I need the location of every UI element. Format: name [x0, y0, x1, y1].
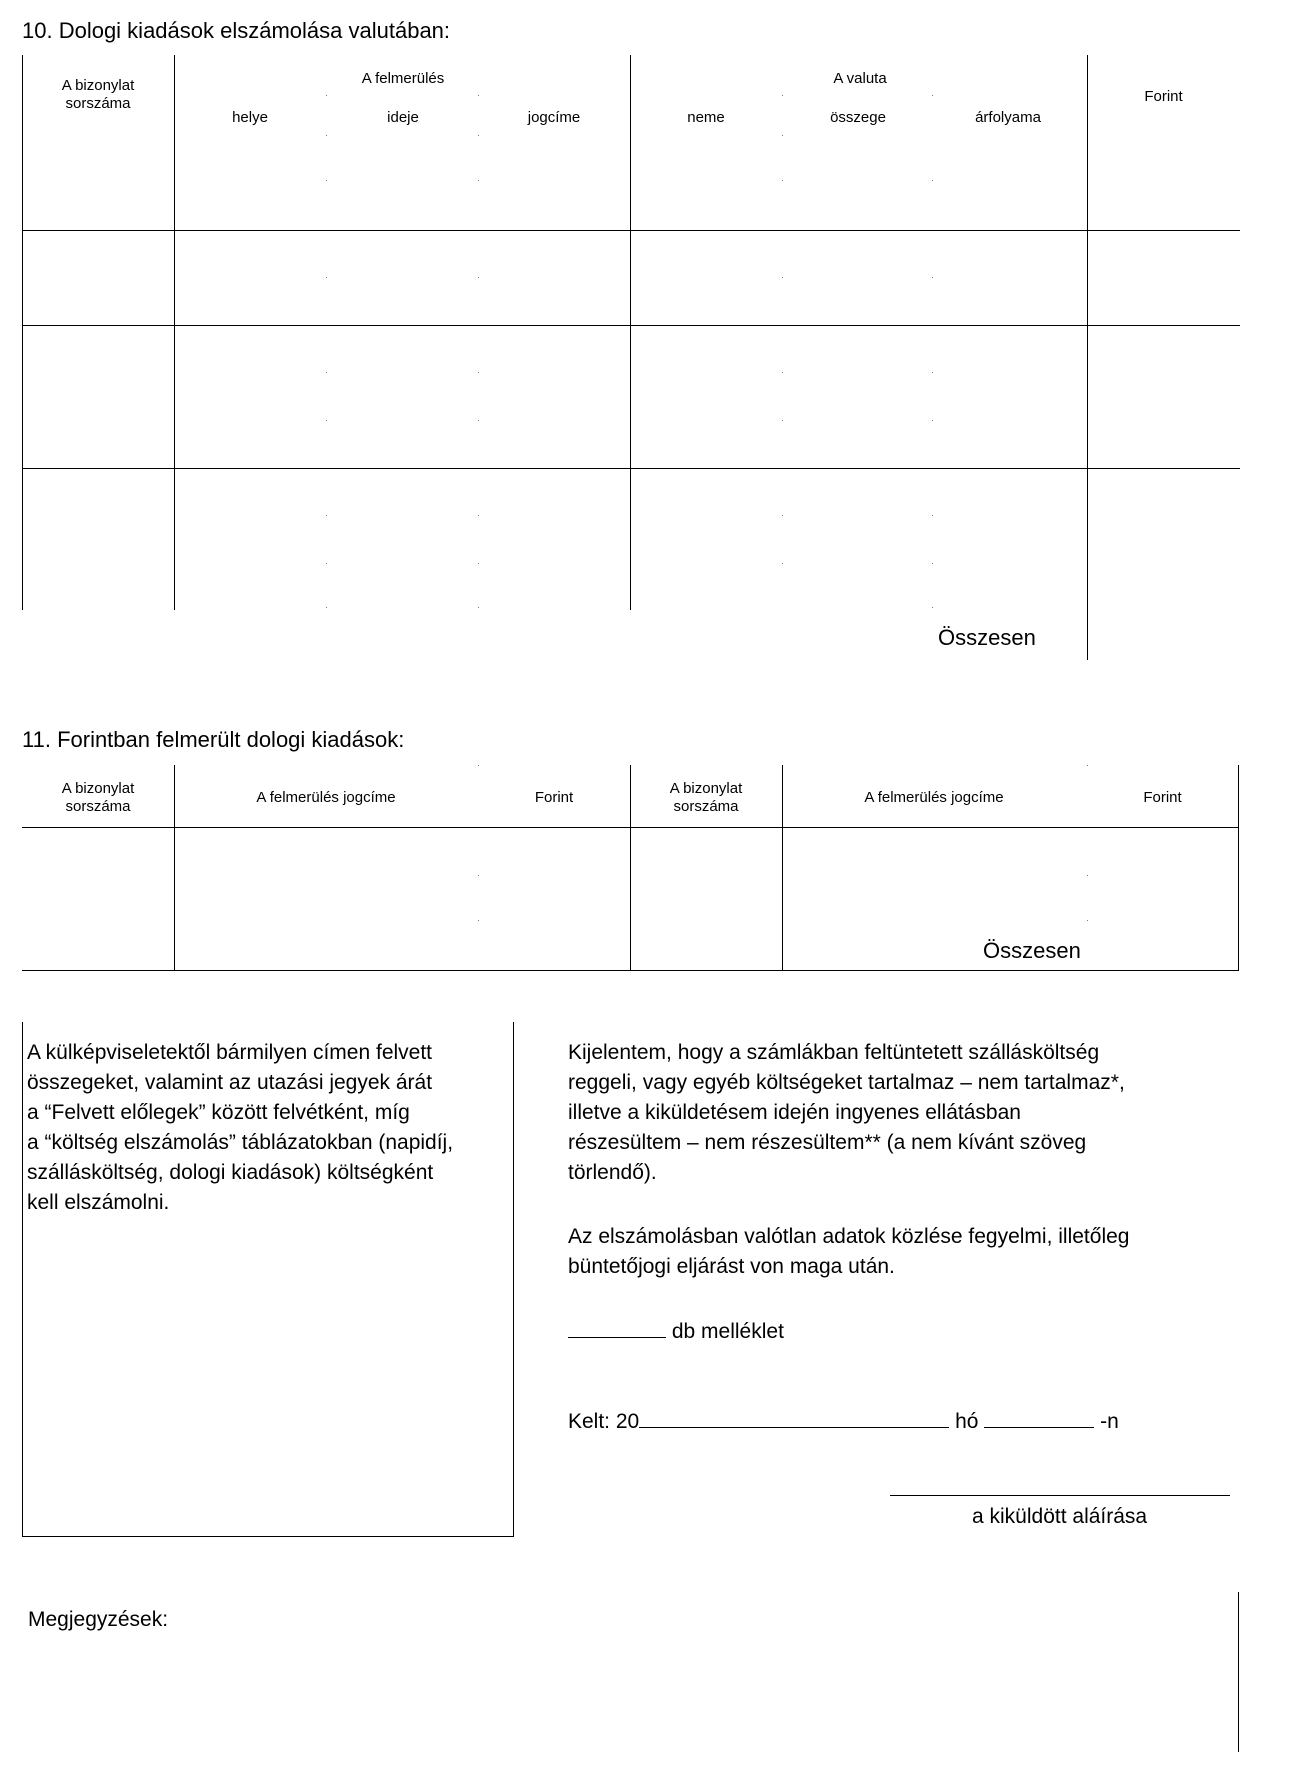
separator-dot [932, 372, 933, 373]
attachments-line [568, 1315, 784, 1347]
section-11-total-label: Összesen [983, 938, 1081, 963]
table-row-divider [22, 230, 1240, 231]
table-border [1087, 55, 1088, 660]
date-day-field[interactable] [984, 1405, 1094, 1428]
header-title: jogcíme [527, 109, 581, 126]
table-row-divider [22, 325, 1240, 326]
separator-dot [1087, 765, 1088, 766]
table-border [1238, 765, 1239, 970]
separator-dot [478, 180, 479, 181]
header-doc-number: A bizonylat sorszáma [61, 77, 135, 112]
separator-dot [782, 277, 783, 278]
attachments-count-field[interactable] [568, 1315, 666, 1338]
separator-dot [932, 607, 933, 608]
table-row-divider [22, 970, 1239, 971]
separator-dot [1087, 920, 1088, 921]
declaration-paragraph-2: Az elszámolásban valótlan adatok közlése fegyelmi, illetőleg büntetőjogi eljárást von maga után. [568, 1225, 1130, 1278]
notice-box [22, 1022, 514, 1537]
header-amount: összege [830, 109, 886, 126]
table-border [174, 55, 175, 610]
header-forint: Forint [1144, 88, 1183, 105]
header-place: helye [232, 109, 268, 126]
separator-dot [478, 607, 479, 608]
separator-dot [478, 920, 479, 921]
separator-dot [782, 135, 783, 136]
n-suffix: -n [1100, 1410, 1119, 1433]
header-occurrence: A felmerülés [361, 70, 445, 87]
separator-dot [932, 180, 933, 181]
separator-dot [932, 277, 933, 278]
header-time: ideje [387, 109, 419, 126]
separator-dot [326, 180, 327, 181]
header-title-left: A felmerülés jogcíme [256, 789, 396, 806]
header-forint-left: Forint [534, 789, 574, 806]
section-11-title: 11. Forintban felmerült dologi kiadások: [22, 727, 405, 752]
header-doc-number-left: A bizonylat sorszáma [61, 780, 135, 815]
header-forint-right: Forint [1143, 789, 1182, 806]
section-10-total-label: Összesen [938, 625, 1036, 650]
separator-dot [782, 180, 783, 181]
separator-dot [326, 515, 327, 516]
separator-dot [326, 135, 327, 136]
separator-dot [932, 515, 933, 516]
separator-dot [782, 515, 783, 516]
separator-dot [478, 563, 479, 564]
separator-dot [478, 372, 479, 373]
separator-dot [478, 135, 479, 136]
separator-dot [326, 277, 327, 278]
date-year-month-field[interactable] [639, 1405, 949, 1428]
separator-dot [478, 515, 479, 516]
declaration-paragraph-1: Kijelentem, hogy a számlákban feltüntetett szállásköltség reggeli, vagy egyéb költségeket tartalmaz – nem tartalmaz*, illetve a kiküldetésem idején ingyenes ellátásban részesültem – nem részesültem** (a nem kívánt szöveg törlendő). [568, 1041, 1125, 1184]
date-line [568, 1405, 1119, 1437]
header-currency-name: neme [687, 109, 725, 126]
separator-dot [478, 765, 479, 766]
separator-dot [478, 875, 479, 876]
table-border [22, 55, 23, 610]
remarks-border [1238, 1592, 1239, 1752]
table-border [630, 55, 631, 610]
separator-dot [478, 95, 479, 96]
header-currency: A valuta [833, 70, 887, 87]
separator-dot [326, 372, 327, 373]
header-rate: árfolyama [975, 109, 1041, 126]
signature-label: a kiküldött aláírása [972, 1505, 1148, 1528]
separator-dot [326, 563, 327, 564]
separator-dot [932, 95, 933, 96]
notice-text: A külképviseletektől bármilyen címen felvett összegeket, valamint az utazási jegyek árát a “Felvett előlegek” között felvétként, míg a “költség elszámolás” táblázatokban (napidíj, szállásköltség, dologi kiadások) költségként kell elszámolni. [27, 1041, 454, 1214]
table-row-divider [22, 468, 1240, 469]
separator-dot [782, 563, 783, 564]
separator-dot [478, 420, 479, 421]
separator-dot [326, 95, 327, 96]
separator-dot [782, 420, 783, 421]
signature-line[interactable] [890, 1495, 1230, 1496]
remarks-label: Megjegyzések: [28, 1608, 169, 1631]
ho-label: hó [955, 1410, 979, 1433]
kelt-prefix: Kelt: 20 [568, 1410, 640, 1433]
attachments-label: db melléklet [671, 1320, 784, 1343]
separator-dot [326, 607, 327, 608]
separator-dot [932, 563, 933, 564]
separator-dot [478, 277, 479, 278]
separator-dot [326, 420, 327, 421]
header-doc-number-right: A bizonylat sorszáma [669, 780, 743, 815]
separator-dot [932, 420, 933, 421]
section-10-title: 10. Dologi kiadások elszámolása valutában: [22, 18, 451, 43]
separator-dot [1087, 875, 1088, 876]
table-row-divider [22, 827, 1239, 828]
header-title-right: A felmerülés jogcíme [864, 789, 1004, 806]
separator-dot [782, 95, 783, 96]
separator-dot [782, 372, 783, 373]
